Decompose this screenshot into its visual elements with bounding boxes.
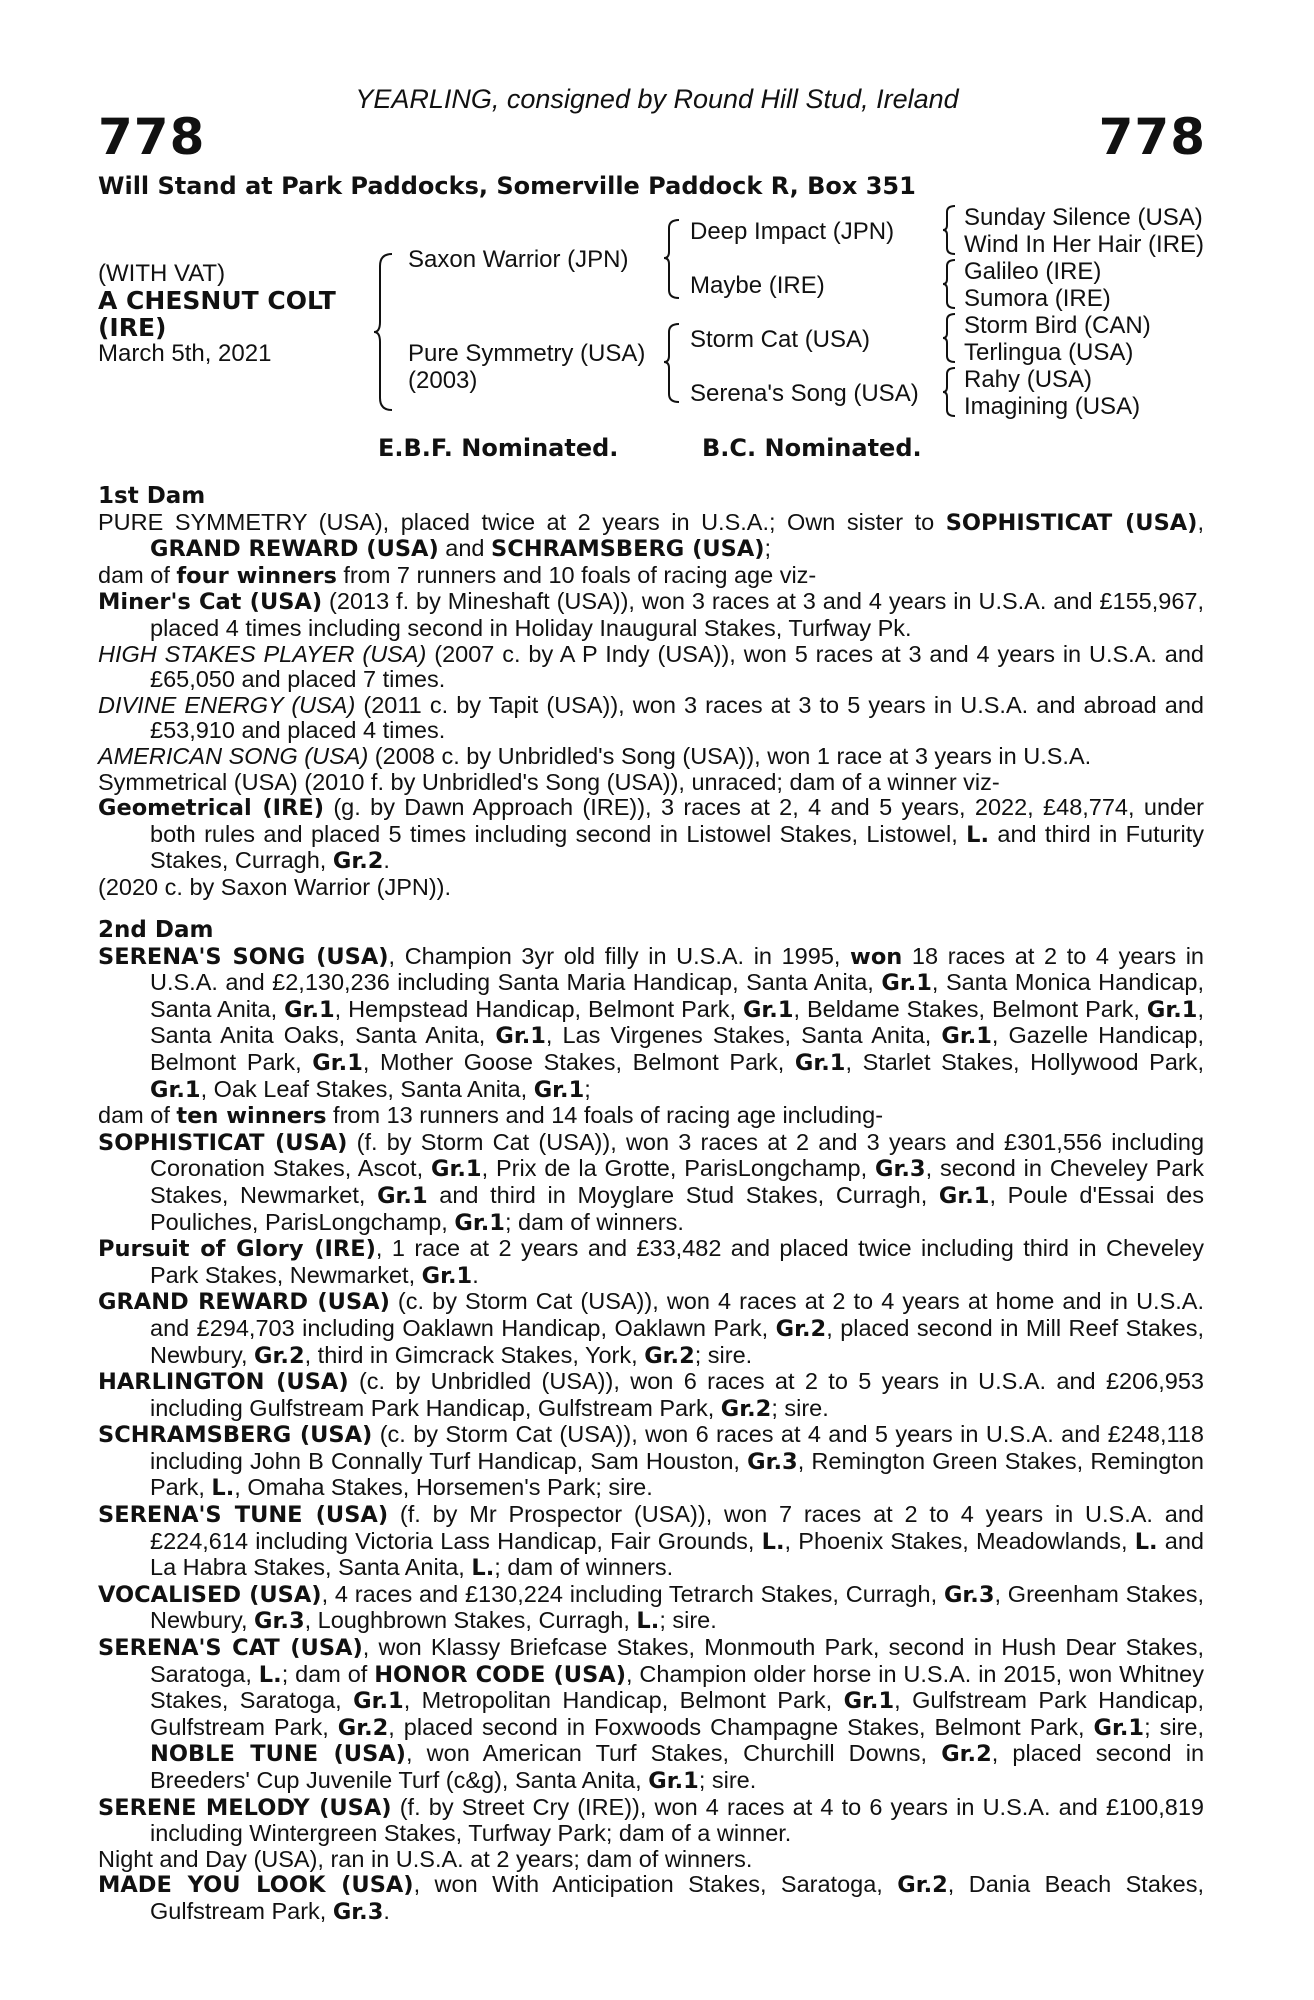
produce-high-stakes-player: HIGH STAKES PLAYER (USA) (2007 c. by A P Indy (USA)), won 5 races at 3 and 4 years in U.S.A. and £65,050 and placed 7 times. [98,640,1204,693]
produce-2020-colt: (2020 c. by Saxon Warrior (JPN)). [98,873,452,900]
first-dam-summary: PURE SYMMETRY (USA), placed twice at 2 years in U.S.A.; Own sister to SOPHISTICAT (USA), GRAND REWARD (USA) and SCHRAMSBERG (USA); [98,508,1204,563]
pedigree-sdd: Sumora (IRE) [964,285,1111,312]
pedigree-sire: Saxon Warrior (JPN) [408,246,629,273]
pedigree-brace-g3a [942,204,958,256]
produce-night-and-day: Night and Day (USA), ran in U.S.A. at 2 years; dam of winners. [98,1845,753,1872]
vat-note: (WITH VAT) [98,260,226,287]
produce-harlington: HARLINGTON (USA) (c. by Unbridled (USA)), won 6 races at 2 to 5 years in U.S.A. and £206,953 including Gulfstream Park Handicap, Gulfstream Park, Gr.2; sire. [98,1368,1204,1422]
ebf-nomination: E.B.F. Nominated. [378,434,619,462]
pedigree-dds: Rahy (USA) [964,366,1093,393]
pedigree-brace-sire [663,218,683,300]
lot-number-left: 778 [98,108,206,166]
pedigree-sds: Galileo (IRE) [964,258,1102,285]
produce-pursuit-of-glory: Pursuit of Glory (IRE), 1 race at 2 years and £33,482 and placed twice including third in Cheveley Park Stakes, Newmarket, Gr.1. [98,1235,1205,1289]
pedigree-dam-year: (2003) [408,367,478,394]
pedigree-brace-g3c [942,312,958,364]
produce-vocalised: VOCALISED (USA), 4 races and £130,224 including Tetrarch Stakes, Curragh, Gr.3, Greenham Stakes, Newbury, Gr.3, Loughbrown Stakes, Curragh, L.; sire. [98,1580,1204,1635]
pedigree-dss: Storm Bird (CAN) [964,312,1151,339]
pedigree-brace-g3b [942,258,958,310]
pedigree-sire-sire: Deep Impact (JPN) [690,218,895,245]
produce-serenas-tune: SERENA'S TUNE (USA) (f. by Mr Prospector (USA)), won 7 races at 2 to 4 years in U.S.A. and £224,614 including Victoria Lass Handicap, Fair Grounds, L., Phoenix Stakes, Meadowlands, L. and La Habra Stakes, Santa Anita, L.; dam of winners. [98,1501,1204,1582]
pedigree-brace-g3d [942,366,958,418]
stand-location: Will Stand at Park Paddocks, Somerville Paddock R, Box 351 [98,172,916,200]
produce-made-you-look: MADE YOU LOOK (USA), won With Anticipation Stakes, Saratoga, Gr.2, Dania Beach Stakes, Gulfstream Park, Gr.3. [98,1871,1204,1925]
produce-schramsberg: SCHRAMSBERG (USA) (c. by Storm Cat (USA)), won 6 races at 4 and 5 years in U.S.A. and £248,118 including John B Connally Turf Handicap, Sam Houston, Gr.3, Remington Green Stakes, Remington Park, L., Omaha Stakes, Horsemen's Park; sire. [98,1421,1204,1502]
bc-nomination: B.C. Nominated. [702,434,922,462]
produce-symmetrical: Symmetrical (USA) (2010 f. by Unbridled's Song (USA)), unraced; dam of a winner viz- [98,768,1000,795]
pedigree-sss: Sunday Silence (USA) [964,204,1203,231]
pedigree-dam-sire: Storm Cat (USA) [690,326,871,353]
consignor-line: YEARLING, consigned by Round Hill Stud, Ireland [355,84,959,114]
first-dam-produce: dam of four winners from 7 runners and 10 foals of racing age viz- [98,561,817,589]
pedigree-brace-gen1 [372,252,396,412]
second-dam-summary: SERENA'S SONG (USA), Champion 3yr old filly in U.S.A. in 1995, won 18 races at 2 to 4 years in U.S.A. and £2,130,236 including Santa Maria Handicap, Santa Anita, Gr.1, Santa Monica Handicap, Santa Anita, Gr.1, Hempstead Handicap, Belmont Park, Gr.1, Beldame Stakes, Belmont Park, Gr.1, Santa Anita Oaks, Santa Anita, Gr.1, Las Virgenes Stakes, Santa Anita, Gr.1, Gazelle Handicap, Belmont Park, Gr.1, Mother Goose Stakes, Belmont Park, Gr.1, Starlet Stakes, Hollywood Park, Gr.1, Oak Leaf Stakes, Santa Anita, Gr.1; [98,942,1204,1103]
produce-serenas-cat: SERENA'S CAT (USA), won Klassy Briefcase Stakes, Monmouth Park, second in Hush Dear Stakes, Saratoga, L.; dam of HONOR CODE (USA), Champion older horse in U.S.A. in 2015, won Whitney Stakes, Saratoga, Gr.1, Metropolitan Handicap, Belmont Park, Gr.1, Gulfstream Park Handicap, Gulfstream Park, Gr.2, placed second in Foxwoods Champagne Stakes, Belmont Park, Gr.1; sire, NOBLE TUNE (USA), won American Turf Stakes, Churchill Downs, Gr.2, placed second in Breeders' Cup Juvenile Turf (c&g), Santa Anita, Gr.1; sire. [98,1634,1205,1794]
pedigree-sire-dam: Maybe (IRE) [690,272,825,299]
pedigree-dsd: Terlingua (USA) [964,339,1134,366]
second-dam-heading: 2nd Dam [98,917,214,943]
second-dam-section [98,918,1204,1926]
foaling-date: March 5th, 2021 [98,340,272,367]
pedigree-ssd: Wind In Her Hair (IRE) [964,231,1205,258]
pedigree-dam: Pure Symmetry (USA) [408,340,646,367]
produce-serene-melody: SERENE MELODY (USA) (f. by Street Cry (IRE)), won 4 races at 4 to 6 years in U.S.A. and £100,819 including Wintergreen Stakes, Turfway Park; dam of a winner. [98,1793,1204,1847]
pedigree-brace-dam [663,322,683,404]
horse-name-country: (IRE) [98,313,167,342]
horse-name: A CHESNUT COLT [98,286,336,315]
produce-sophisticat: SOPHISTICAT (USA) (f. by Storm Cat (USA)), won 3 races at 2 and 3 years and £301,556 including Coronation Stakes, Ascot, Gr.1, Prix de la Grotte, ParisLongchamp, Gr.3, second in Cheveley Park Stakes, Newmarket, Gr.1 and third in Moyglare Stud Stakes, Curragh, Gr.1, Poule d'Essai des Pouliches, ParisLongchamp, Gr.1; dam of winners. [98,1128,1205,1236]
pedigree-ddd: Imagining (USA) [964,393,1141,420]
produce-geometrical: Geometrical (IRE) (g. by Dawn Approach (IRE)), 3 races at 2, 4 and 5 years, 2022, £48,774, under both rules and placed 5 times including second in Listowel Stakes, Listowel, L. and third in Futurity Stakes, Curragh, Gr.2. [98,794,1204,875]
lot-number-right: 778 [1098,108,1206,166]
produce-divine-energy: DIVINE ENERGY (USA) (2011 c. by Tapit (USA)), won 3 races at 3 to 5 years in U.S.A. and abroad and £53,910 and placed 4 times. [98,691,1204,744]
produce-american-song: AMERICAN SONG (USA) (2008 c. by Unbridled's Song (USA)), won 1 race at 3 years in U.S.A. [98,742,1092,769]
first-dam-heading: 1st Dam [98,483,206,509]
produce-miners-cat: Miner's Cat (USA) (2013 f. by Mineshaft (USA)), won 3 races at 3 and 4 years in U.S.A. and £155,967, placed 4 times including second in Holiday Inaugural Stakes, Turfway Pk. [98,588,1204,641]
first-dam-section [98,484,1204,901]
produce-grand-reward: GRAND REWARD (USA) (c. by Storm Cat (USA)), won 4 races at 2 to 4 years at home and in U.S.A. and £294,703 including Oaklawn Handicap, Oaklawn Park, Gr.2, placed second in Mill Reef Stakes, Newbury, Gr.2, third in Gimcrack Stakes, York, Gr.2; sire. [98,1288,1204,1369]
second-dam-produce: dam of ten winners from 13 runners and 14 foals of racing age including- [98,1102,884,1130]
pedigree-dam-dam: Serena's Song (USA) [690,380,919,407]
